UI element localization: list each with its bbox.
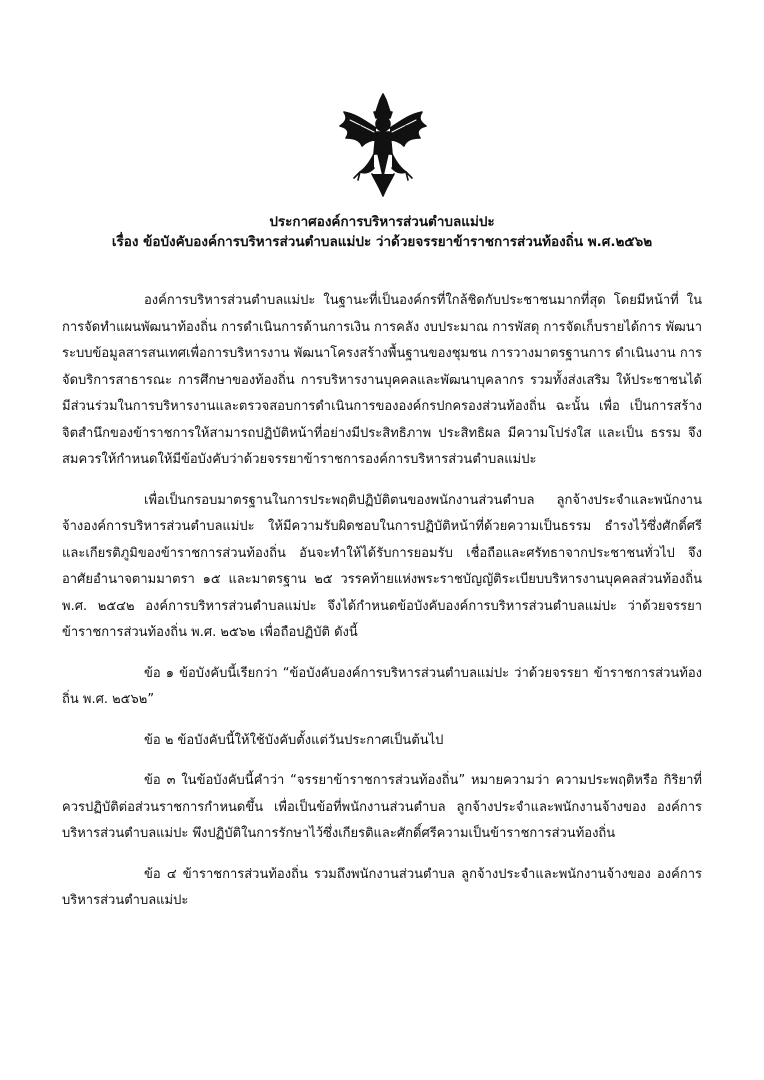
paragraph-clause-1: ข้อ ๑ ข้อบังคับนี้เรียกว่า “ข้อบังคับองค์การบริหารส่วนตำบลแม่ปะ ว่าด้วยจรรยา ข้าราชการส่วนท้องถิ่น พ.ศ. ๒๕๖๒” — [62, 665, 702, 707]
document-body — [62, 288, 702, 915]
paragraph-clause-4: ข้อ ๔ ข้าราชการส่วนท้องถิ่น รวมถึงพนักงานส่วนตำบล ลูกจ้างประจำและพนักงานจ้างของ องค์การบริหารส่วนตำบลแม่ปะ — [62, 866, 702, 908]
paragraph-preamble: องค์การบริหารส่วนตำบลแม่ปะ ในฐานะที่เป็นองค์กรที่ใกล้ชิดกับประชาชนมากที่สุด โดยมีหน้าที่ ในการจัดทำแผนพัฒนาท้องถิ่น การดำเนินการด้านการเงิน การคลัง งบประมาณ การพัสดุ การจัดเก็บรายได้การ พัฒนาระบบข้อมูลสารสนเทศเพื่อการบริหารงาน พัฒนาโครงสร้างพื้นฐานของชุมชน การวางมาตรฐานการ ดำเนินงาน การจัดบริการสาธารณะ การศึกษาของท้องถิ่น การบริหารงานบุคคลและพัฒนาบุคลากร รวมทั้งส่งเสริม ให้ประชาชนได้มีส่วนร่วมในการบริหารงานและตรวจสอบการดำเนินการขององค์กรปกครองส่วนท้องถิ่น ฉะนั้น เพื่อ เป็นการสร้างจิตสำนึกของข้าราชการให้สามารถปฏิบัติหน้าที่อย่างมีประสิทธิภาพ ประสิทธิผล มีความโปร่งใส และเป็น ธรรม จึงสมควรให้กำหนดให้มีข้อบังคับว่าด้วยจรรยาข้าราชการองค์การบริหารส่วนตำบลแม่ปะ — [62, 293, 702, 467]
paragraph-clause-2: ข้อ ๒ ข้อบังคับนี้ให้ใช้บังคับตั้งแต่วันประกาศเป็นต้นไป — [144, 732, 444, 748]
document-title: ประกาศองค์การบริหารส่วนตำบลแม่ปะ — [269, 214, 495, 230]
garuda-emblem-icon — [336, 92, 430, 198]
document-subject: เรื่อง ข้อบังคับองค์การบริหารส่วนตำบลแม่ปะ ว่าด้วยจรรยาข้าราชการส่วนท้องถิ่น พ.ศ.๒๕๖๒ — [111, 234, 653, 250]
paragraph-purpose: เพื่อเป็นกรอบมาตรฐานในการประพฤติปฏิบัติตนของพนักงานส่วนตำบล ลูกจ้างประจำและพนักงานจ้างองค์การบริหารส่วนตำบลแม่ปะ ให้มีความรับผิดชอบในการปฏิบัติหน้าที่ด้วยความเป็นธรรม ธำรงไว้ซึ่งศักดิ์ศรี และเกียรติภูมิของข้าราชการส่วนท้องถิ่น อันจะทำให้ได้รับการยอมรับ เชื่อถือและศรัทธาจากประชาชนทั่วไป จึง อาศัยอำนาจตามมาตรา ๑๕ และมาตรฐาน ๒๕ วรรคท้ายแห่งพระราชบัญญัติระเบียบบริหารงานบุคคลส่วนท้องถิ่น พ.ศ. ๒๕๔๒ องค์การบริหารส่วนตำบลแม่ปะ จึงได้กำหนดข้อบังคับองค์การบริหารส่วนตำบลแม่ปะ ว่าด้วยจรรยาข้าราชการส่วนท้องถิ่น พ.ศ. ๒๕๖๒ เพื่อถือปฏิบัติ ดังนี้ — [62, 492, 702, 640]
paragraph-clause-3: ข้อ ๓ ในข้อบังคับนี้คำว่า “จรรยาข้าราชการส่วนท้องถิ่น” หมายความว่า ความประพฤติหรือ กิริยาที่ควรปฏิบัติต่อส่วนราชการกำหนดขึ้น เพื่อเป็นข้อที่พนักงานส่วนตำบล ลูกจ้างประจำและพนักงานจ้างของ องค์การบริหารส่วนตำบลแม่ปะ พึงปฏิบัติในการรักษาไว้ซึ่งเกียรติและศักดิ์ศรีความเป็นข้าราชการส่วนท้องถิ่น — [62, 773, 702, 841]
